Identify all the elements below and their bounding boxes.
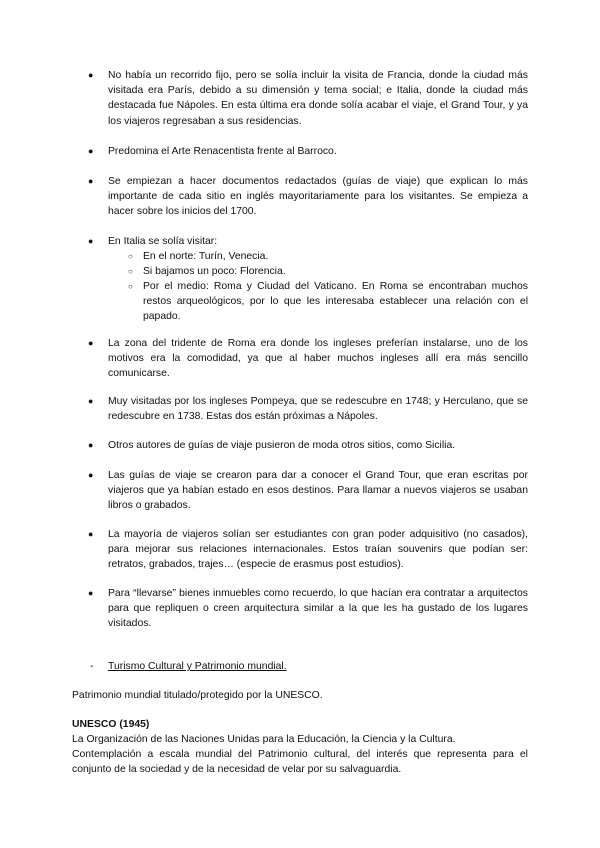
bullet-paragraph: Para “llevarse” bienes inmuebles como recuerdo, lo que hacían era contratar a arquitectos para que repliquen o creen arquitectura similar a la que les ha gustado de los lugares visitados. xyxy=(108,588,528,630)
bullet-icon: ● xyxy=(88,396,94,406)
bullet-paragraph: Las guías de viaje se crearon para dar a conocer el Grand Tour, que eran escritas por viajeros que ya habían estado en esos destinos. Para llamar a nuevos viajeros se usaban libros o grabados. xyxy=(108,470,528,512)
sub-bullet-icon: ○ xyxy=(128,282,133,291)
bullet-paragraph: Muy visitadas por los ingleses Pompeya, que se redescubre en 1748; y Herculano, que se redescubre en 1738. Estas dos están próximas a Nápoles. xyxy=(108,396,528,423)
bullet-icon: ● xyxy=(88,176,94,186)
bullet-paragraph: Se empiezan a hacer documentos redactados (guías de viaje) que explican lo más importante de cada sitio en inglés mayoritariamente para los visitantes. Se empieza a hacer sobre los inicios del 1700. xyxy=(108,176,528,218)
bullet-icon: ● xyxy=(88,338,94,348)
bullet-paragraph: Predomina el Arte Renacentista frente al Barroco. xyxy=(108,146,337,157)
sub-bullet-icon: ○ xyxy=(128,252,133,261)
bullet-paragraph: La mayoría de viajeros solían ser estudiantes con gran poder adquisitivo (no casados), para mejorar sus relaciones internacionales. Estos traían souvenirs que podían ser: retratos, grabados, trajes… (especie de erasmus post estudios). xyxy=(108,529,528,571)
bullet-paragraph: En Italia se solía visitar: xyxy=(108,236,218,247)
sub-bullet-paragraph: Por el medio: Roma y Ciudad del Vaticano. En Roma se encontraban muchos restos arqueológicos, por lo que les interesaba establecer una relación con el papado. xyxy=(143,281,528,323)
bullet-icon: ● xyxy=(88,440,94,450)
bullet-icon: ● xyxy=(88,236,94,246)
unesco-paragraph: La Organización de las Naciones Unidas para la Educación, la Ciencia y la Cultura. xyxy=(72,734,456,745)
sub-bullet-paragraph: Si bajamos un poco: Florencia. xyxy=(143,266,286,277)
bullet-paragraph: No había un recorrido fijo, pero se solía incluir la visita de Francia, donde la ciudad más visitada era París, debido a su dimensión y tema social; e Italia, donde la ciudad más destacada fue Nápoles. En esta última era donde solía acabar el viaje, el Grand Tour, y ya los viajeros regresaban a sus residencias. xyxy=(108,70,528,127)
unesco-heading: UNESCO (1945) xyxy=(72,719,150,730)
bullet-paragraph: Otros autores de guías de viaje pusieron de moda otros sitios, como Sicilia. xyxy=(108,440,456,451)
bullet-icon: ● xyxy=(88,470,94,480)
bullet-icon: ● xyxy=(88,588,94,598)
bullet-icon: ● xyxy=(88,146,94,156)
sub-bullet-icon: ○ xyxy=(128,267,133,276)
sub-bullet-paragraph: En el norte: Turín, Venecia. xyxy=(143,251,269,262)
patrimonio-line: Patrimonio mundial titulado/protegido por la UNESCO. xyxy=(72,690,323,701)
section-title: Turismo Cultural y Patrimonio mundial. xyxy=(108,661,287,672)
unesco-paragraph: Contemplación a escala mundial del Patrimonio cultural, del interés que representa para el conjunto de la sociedad y de la necesidad de velar por su salvaguardia. xyxy=(72,749,528,776)
bullet-icon: ● xyxy=(88,70,94,80)
bullet-icon: ● xyxy=(88,529,94,539)
dash-icon: - xyxy=(90,661,94,672)
bullet-paragraph: La zona del tridente de Roma era donde los ingleses preferían instalarse, uno de los motivos era la comodidad, ya que al haber muchos ingleses allí era más sencillo comunicarse. xyxy=(108,338,528,380)
